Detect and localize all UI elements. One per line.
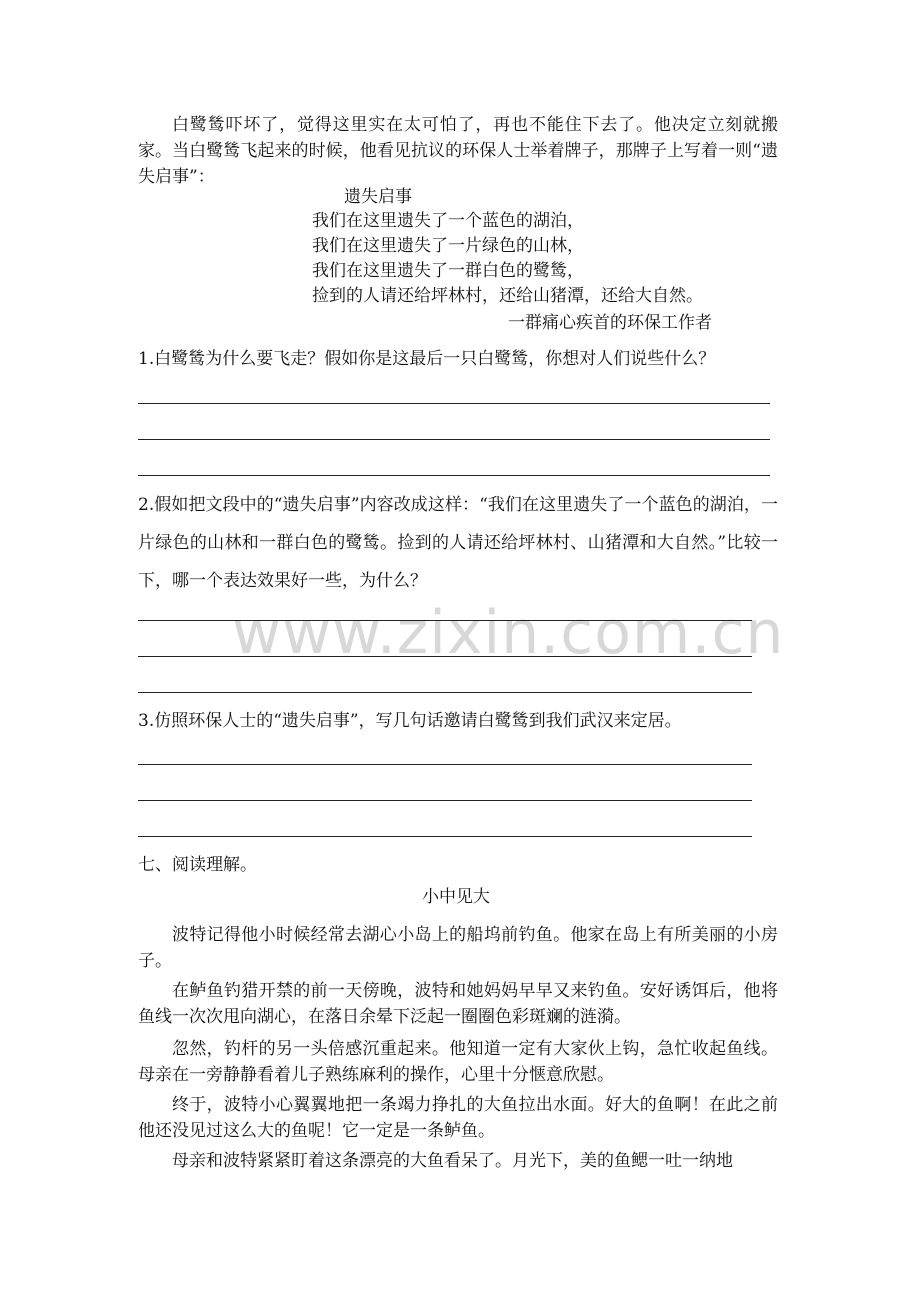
answer-line[interactable] xyxy=(138,656,752,657)
answer-line[interactable] xyxy=(138,620,752,621)
answer-line[interactable] xyxy=(138,439,770,440)
notice-line-1: 我们在这里遗失了一个蓝色的湖泊， xyxy=(312,211,584,231)
watermark: www.zixin.com.cn xyxy=(232,598,785,668)
story-paragraph: 终于，波特小心翼翼地把一条竭力挣扎的大鱼拉出水面。好大的鱼啊！在此之前他还没见过这么大的鱼呢！它一定是一条鲈鱼。 xyxy=(138,1095,778,1141)
story-paragraph: 在鲈鱼钓猎开禁的前一天傍晚，波特和她妈妈早早又来钓鱼。安好诱饵后，他将鱼线一次次甩向湖心，在落日余晕下泛起一圈圈色彩斑斓的涟漪。 xyxy=(138,981,778,1027)
story-paragraph: 忽然，钓杆的另一头倍感沉重起来。他知道一定有大家伙上钩，急忙收起鱼线。母亲在一旁静静看着儿子熟练麻利的操作，心里十分惬意欣慰。 xyxy=(138,1039,778,1085)
section-heading: 七、阅读理解。 xyxy=(138,855,257,875)
question-1: 1.白鹭鸶为什么要飞走？假如你是这最后一只白鹭鸶，你想对人们说些什么？ xyxy=(138,349,716,369)
question-3: 3.仿照环保人士的“遗失启事”，写几句话邀请白鹭鸶到我们武汉来定居。 xyxy=(138,711,682,731)
story-paragraph: 母亲和波特紧紧盯着这条漂亮的大鱼看呆了。月光下，美的鱼鳃一吐一纳地 xyxy=(172,1151,733,1171)
question-2: 2.假如把文段中的“遗失启事”内容改成这样：“我们在这里遗失了一个蓝色的湖泊，一片绿色的山林和一群白色的鹭鸶。捡到的人请还给坪林村、山猪潭和大自然。”比较一下，哪一个表达效果好一些，为什么？ xyxy=(138,495,778,591)
story-title: 小中见大 xyxy=(422,887,490,907)
answer-line[interactable] xyxy=(138,800,752,801)
answer-line[interactable] xyxy=(138,836,752,837)
notice-line-2: 我们在这里遗失了一片绿色的山林， xyxy=(312,236,584,256)
notice-signature: 一群痛心疾首的环保工作者 xyxy=(508,313,712,333)
notice-line-3: 我们在这里遗失了一群白色的鹭鸶， xyxy=(312,261,584,281)
answer-line[interactable] xyxy=(138,475,770,476)
notice-line-4: 捡到的人请还给坪林村，还给山猪潭，还给大自然。 xyxy=(312,286,703,306)
story-paragraph: 波特记得他小时候经常去湖心小岛上的船坞前钓鱼。他家在岛上有所美丽的小房子。 xyxy=(138,925,778,971)
answer-line[interactable] xyxy=(138,692,752,693)
notice-title: 遗失启事 xyxy=(344,187,412,207)
passage-paragraph: 白鹭鸶吓坏了，觉得这里实在太可怕了，再也不能住下去了。他决定立刻就搬家。当白鹭鸶飞起来的时候，他看见抗议的环保人士举着牌子，那牌子上写着一则“遗失启事”： xyxy=(138,115,778,187)
answer-line[interactable] xyxy=(138,764,752,765)
answer-line[interactable] xyxy=(138,403,770,404)
